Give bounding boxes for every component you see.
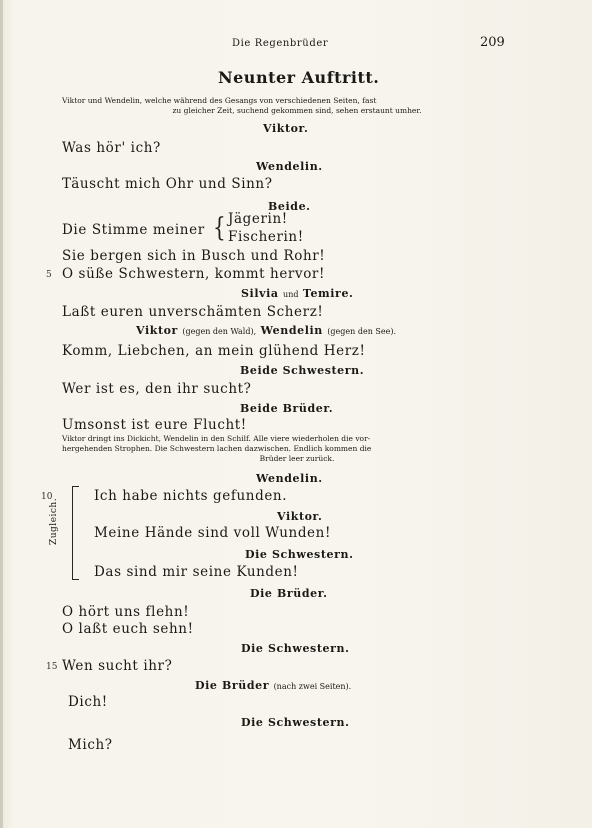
speaker-wendelin: Wendelin. [256,160,323,173]
speaker-beide-schwestern: Beide Schwestern. [240,364,365,377]
verse-line: Meine Hände sind voll Wunden! [94,525,331,541]
verse-line: Laßt euren unverschämten Scherz! [62,304,324,320]
verse-line: Wen sucht ihr? [62,658,173,674]
verse-line: Umsonst ist eure Flucht! [62,417,247,433]
verse-line: O laßt euch sehn! [62,621,194,637]
verse-line: Wer ist es, den ihr sucht? [62,381,252,397]
simultaneous-bracket [72,486,79,580]
speaker-brueder-zwei-seiten: Die Brüder (nach zwei Seiten). [195,679,352,692]
verse-line: Komm, Liebchen, an mein glühend Herz! [62,343,366,359]
speaker-viktor: Viktor. [263,122,309,135]
speaker-wendelin: Wendelin. [256,472,323,485]
brace-symbol: { [213,211,226,243]
verse-line: Dich! [68,694,108,710]
verse-line: Die Stimme meiner [62,222,205,238]
verse-line: O süße Schwestern, kommt hervor! [62,266,325,282]
speaker-schwestern: Die Schwestern. [241,716,350,729]
speaker-beide-brueder: Beide Brüder. [240,402,334,415]
line-number: 15 [46,662,58,672]
verse-alternative: Fischerin! [228,229,304,245]
speaker-viktor-wendelin: Viktor (gegen den Wald), Wendelin (gegen den See). [136,324,397,337]
speaker-silvia-temire: Silvia und Temire. [241,287,354,300]
scene-title: Neunter Auftritt. [218,68,380,87]
verse-line: Ich habe nichts gefunden. [94,488,288,504]
stage-direction-1: Viktor und Wendelin, welche während des Gesangs von verschiedenen Seiten, fast zu gleicher Zeit, suchend gekommen sind, sehen erstaunt umher. [62,96,422,115]
verse-line: Mich? [68,737,113,753]
speaker-schwestern: Die Schwestern. [241,642,350,655]
verse-line: Was hör' ich? [62,140,161,156]
stage-direction-2: Viktor dringt ins Dickicht, Wendelin in den Schilf. Alle viere wiederholen die vor- hergehenden Strophen. Die Schwestern lachen dazwischen. Endlich kommen die Brüder leer zurück. [62,434,372,463]
verse-alternative: Jägerin! [228,211,288,227]
speaker-beide: Beide. [268,200,311,213]
verse-line: Das sind mir seine Kunden! [94,564,299,580]
verse-line: Sie bergen sich in Busch und Rohr! [62,248,326,264]
verse-line: O hört uns flehn! [62,604,190,620]
speaker-brueder: Die Brüder. [250,587,328,600]
speaker-schwestern: Die Schwestern. [245,548,354,561]
line-number: 10 [41,492,53,502]
page-number: 209 [480,35,505,50]
page-edge-shadow [0,0,3,828]
verse-line: Täuscht mich Ohr und Sinn? [62,176,273,192]
margin-note-zugleich: Zugleich. [49,497,59,545]
running-title: Die Regenbrüder [232,38,329,49]
speaker-viktor: Viktor. [277,510,323,523]
line-number: 5 [46,270,52,280]
